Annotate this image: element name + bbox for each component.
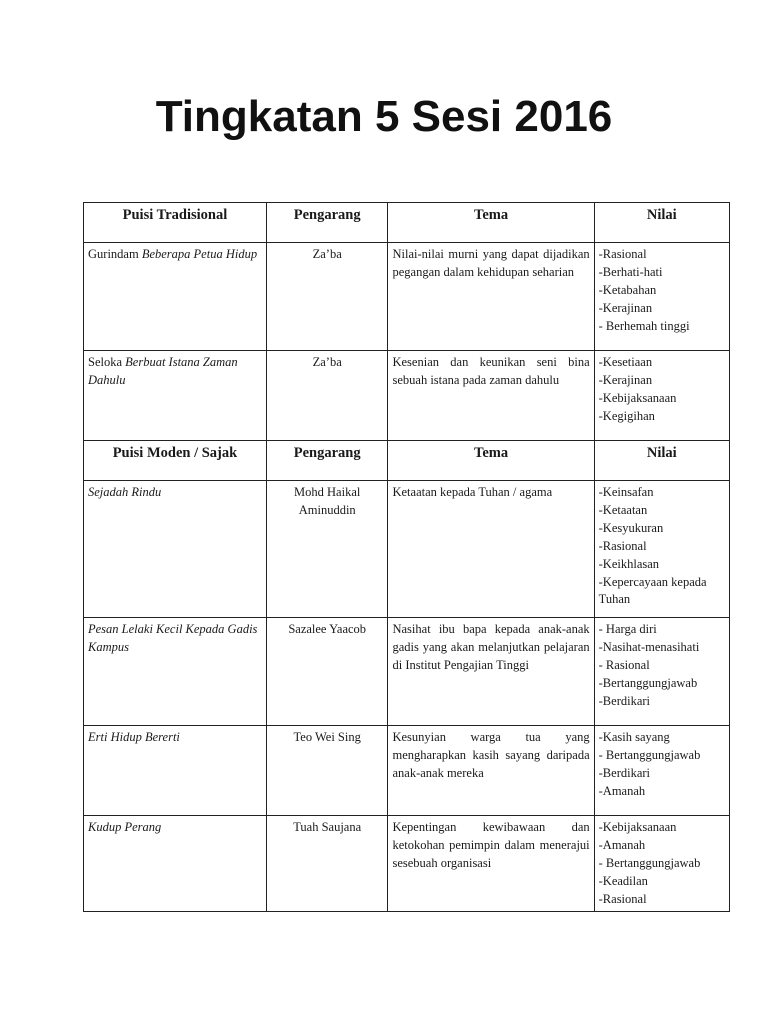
column-header: Tema [388,441,594,481]
values-cell [594,481,729,618]
author-cell: Za’ba [266,351,388,441]
value-item: -Keinsafan [598,485,654,499]
theme-cell: Kesenian dan keunikan seni bina sebuah istana pada zaman dahulu [388,351,594,441]
poem-title: Sejadah Rindu [88,485,162,499]
table-row [84,618,730,726]
values-cell [594,351,729,441]
theme-cell: Nilai-nilai murni yang dapat dijadikan pegangan dalam kehidupan seharian [388,243,594,351]
column-header: Nilai [594,441,729,481]
author-cell: Teo Wei Sing [266,726,388,816]
value-item: -Ketaatan [598,502,648,517]
author-cell: Mohd Haikal Aminuddin [266,481,388,618]
author-cell: Sazalee Yaacob [266,618,388,726]
value-item: -Kasih sayang [598,730,670,744]
poem-type: Seloka [88,355,126,369]
column-header: Puisi Tradisional [84,203,267,243]
value-item: -Kerajinan [598,300,653,315]
value-item: -Kesetiaan [598,355,653,369]
value-item: -Kebijaksanaan [598,390,677,405]
values-cell [594,816,729,912]
value-item: -Kegigihan [598,408,655,423]
theme-cell: Nasihat ibu bapa kepada anak-anak gadis yang akan melanjutkan pelajaran di Institut Pengajian Tinggi [388,618,594,726]
value-item: -Berhati-hati [598,264,663,279]
value-item: -Kesyukuran [598,520,664,535]
theme-cell: Kesunyian warga tua yang mengharapkan kasih sayang daripada anak-anak mereka [388,726,594,816]
author-cell: Za’ba [266,243,388,351]
table-row [84,243,730,351]
value-item: -Kebijaksanaan [598,820,677,834]
column-header: Pengarang [266,441,388,481]
poem-title-cell [84,481,267,618]
value-item: -Rasional [598,891,647,906]
table-row [84,351,730,441]
value-item: -Keikhlasan [598,556,660,571]
poem-title-cell [84,243,267,351]
value-item: - Bertanggungjawab [598,747,701,762]
column-header: Tema [388,203,594,243]
poem-title-cell [84,351,267,441]
values-cell [594,618,729,726]
value-item: -Amanah [598,783,646,798]
poem-title: Berbuat Istana Zaman Dahulu [88,355,238,387]
value-item: -Rasional [598,247,647,261]
value-item: -Bertanggungjawab [598,675,698,690]
value-item: -Keadilan [598,873,648,888]
column-header: Nilai [594,203,729,243]
poem-title: Beberapa Petua Hidup [141,247,258,261]
value-item: -Kerajinan [598,372,653,387]
values-cell [594,726,729,816]
column-header: Pengarang [266,203,388,243]
section-header-row [84,203,730,243]
value-item: -Kepercayaan kepada Tuhan [598,574,707,607]
poem-type: Gurindam [88,247,142,261]
section-header-row [84,441,730,481]
value-item: - Harga diri [598,622,657,636]
value-item: - Berhemah tinggi [598,318,690,333]
table-row [84,726,730,816]
value-item: -Rasional [598,538,647,553]
value-item: -Amanah [598,837,646,852]
values-cell [594,243,729,351]
poem-title: Pesan Lelaki Kecil Kepada Gadis Kampus [88,622,258,654]
poem-title-cell [84,726,267,816]
table-row [84,481,730,618]
poem-title: Erti Hidup Bererti [88,730,180,744]
page-title: Tingkatan 5 Sesi 2016 [155,92,613,141]
value-item: - Bertanggungjawab [598,855,701,870]
literature-table [83,202,730,912]
table-row [84,816,730,912]
poem-title-cell [84,618,267,726]
value-item: - Rasional [598,657,650,672]
theme-cell: Ketaatan kepada Tuhan / agama [388,481,594,618]
value-item: -Berdikari [598,693,651,708]
poem-title-cell [84,816,267,912]
column-header: Puisi Moden / Sajak [84,441,267,481]
poem-title: Kudup Perang [88,820,162,834]
value-item: -Nasihat-menasihati [598,639,700,654]
value-item: -Berdikari [598,765,651,780]
author-cell: Tuah Saujana [266,816,388,912]
theme-cell: Kepentingan kewibawaan dan ketokohan pemimpin dalam menerajui sesebuah organisasi [388,816,594,912]
value-item: -Ketabahan [598,282,657,297]
